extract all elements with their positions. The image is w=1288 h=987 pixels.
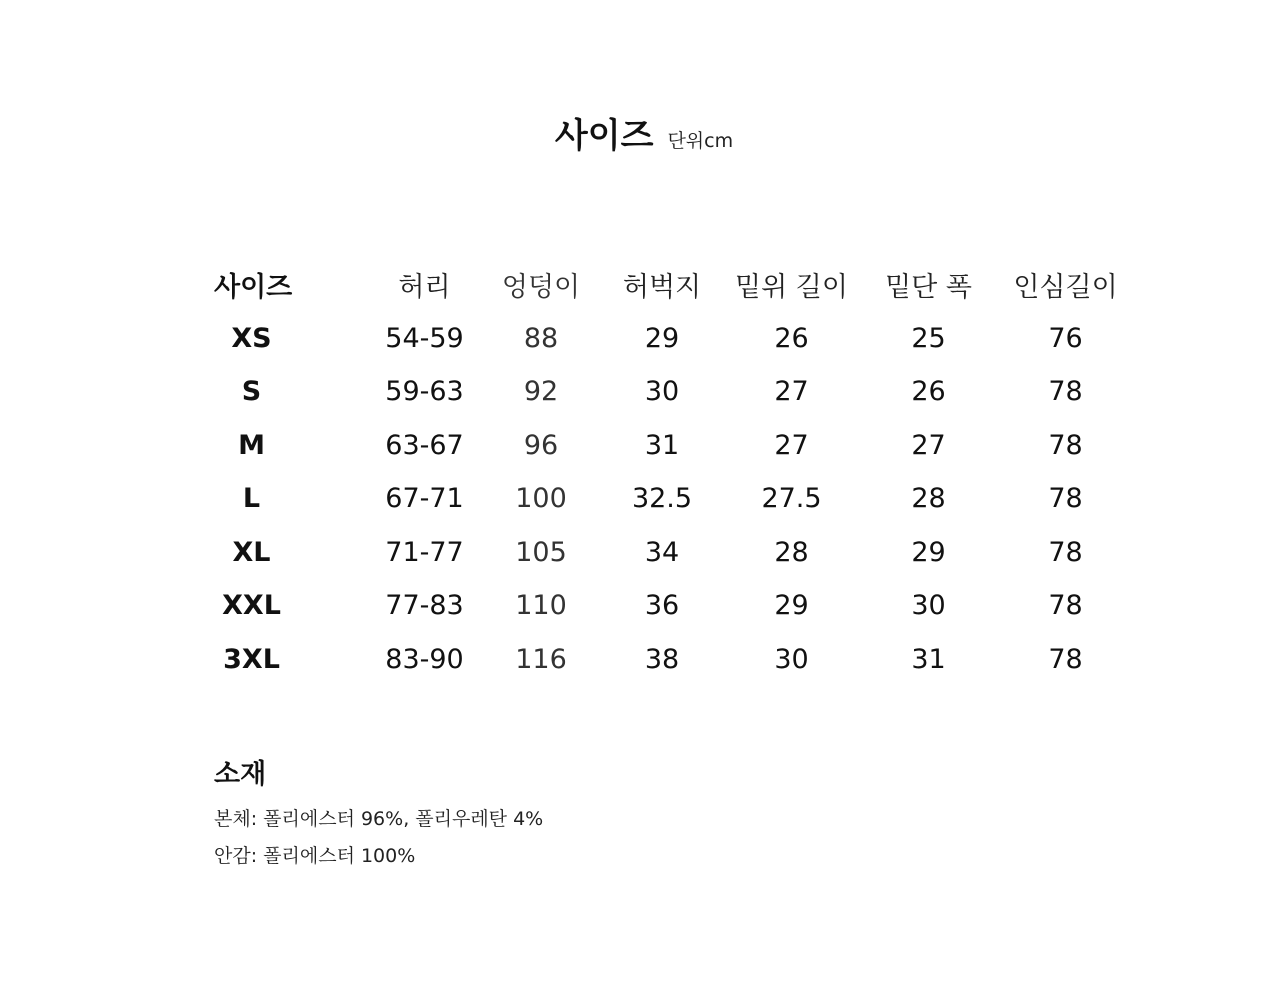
rise-cell: 27.5 [761, 483, 822, 515]
rise-cell: 26 [774, 322, 809, 354]
size-table-body [193, 312, 1133, 687]
inseam-cell: 78 [1048, 590, 1083, 622]
waist-cell: 63-67 [385, 429, 464, 461]
hem-width-cell: 27 [911, 429, 946, 461]
size-label: M [238, 429, 265, 461]
rise-cell: 28 [774, 536, 809, 568]
hip-cell: 88 [523, 322, 559, 354]
thigh-cell: 36 [644, 590, 680, 622]
size-label: 3XL [223, 643, 280, 675]
table-row [193, 633, 1133, 687]
waist-cell: 71-77 [385, 536, 464, 568]
hem-width-cell: 28 [911, 483, 946, 515]
rise-cell: 27 [774, 429, 809, 461]
table-row [193, 419, 1133, 473]
waist-cell: 77-83 [385, 590, 464, 622]
thigh-cell: 32.5 [631, 483, 693, 515]
thigh-cell: 38 [644, 643, 680, 675]
thigh-cell: 34 [644, 536, 680, 568]
header-rise: 밑위 길이 [735, 272, 848, 304]
title-block [0, 108, 1288, 157]
table-row [193, 526, 1133, 580]
inseam-cell: 78 [1048, 376, 1083, 408]
thigh-cell: 31 [644, 429, 680, 461]
table-row [193, 472, 1133, 526]
header-size: 사이즈 [214, 272, 293, 304]
rise-cell: 29 [774, 590, 809, 622]
header-thigh: 허벅지 [622, 272, 702, 304]
header-waist: 허리 [398, 272, 451, 304]
waist-cell: 54-59 [385, 322, 464, 354]
inseam-cell: 78 [1048, 536, 1083, 568]
page-title: 사이즈 [554, 116, 654, 156]
size-label: L [242, 483, 261, 515]
hip-cell: 92 [523, 376, 559, 408]
hip-cell: 116 [515, 643, 567, 675]
inseam-cell: 78 [1048, 429, 1083, 461]
waist-cell: 59-63 [385, 376, 464, 408]
hip-cell: 100 [515, 483, 567, 515]
rise-cell: 27 [774, 376, 809, 408]
header-row [193, 258, 1133, 312]
hem-width-cell: 25 [911, 322, 946, 354]
size-table [193, 258, 1133, 686]
hip-cell: 96 [523, 429, 559, 461]
table-row [193, 579, 1133, 633]
inseam-cell: 78 [1048, 483, 1083, 515]
thigh-cell: 30 [644, 376, 680, 408]
inseam-cell: 78 [1048, 643, 1083, 675]
material-line-lining: 안감: 폴리에스터 100% [214, 845, 416, 867]
hip-cell: 110 [515, 590, 567, 622]
hem-width-cell: 26 [911, 376, 946, 408]
materials-section [214, 752, 543, 875]
header-hip: 엉덩이 [501, 272, 581, 304]
unit-note: 단위cm [667, 130, 734, 152]
header-hem-width: 밑단 폭 [885, 272, 972, 304]
hem-width-cell: 29 [911, 536, 946, 568]
size-table-header [193, 258, 1133, 312]
waist-cell: 67-71 [385, 483, 464, 515]
hem-width-cell: 30 [911, 590, 946, 622]
table-row [193, 365, 1133, 419]
hem-width-cell: 31 [911, 643, 946, 675]
header-inseam: 인심길이 [1013, 272, 1118, 304]
hip-cell: 105 [515, 536, 567, 568]
material-line-body: 본체: 폴리에스터 96%, 폴리우레탄 4% [214, 808, 544, 830]
size-label: XL [232, 536, 271, 568]
table-row [193, 312, 1133, 366]
size-label: XXL [222, 590, 281, 622]
thigh-cell: 29 [644, 322, 680, 354]
size-label: XS [231, 322, 272, 354]
size-label: S [241, 376, 262, 408]
inseam-cell: 76 [1048, 322, 1083, 354]
waist-cell: 83-90 [385, 643, 464, 675]
materials-title: 소재 [214, 759, 267, 790]
rise-cell: 30 [774, 643, 809, 675]
